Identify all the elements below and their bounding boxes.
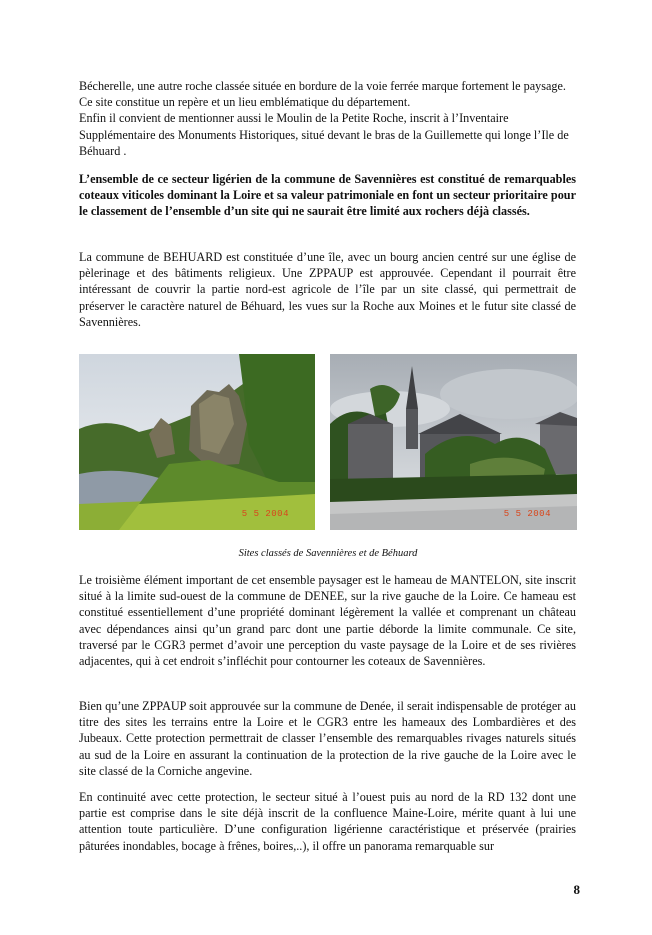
- paragraph-savennieres-bold: L’ensemble de ce secteur ligérien de la commune de Savennières est constitué de remarquables coteaux viticoles dominant la Loire et sa valeur patrimoniale en font un secteur prioritaire pour le classement de l’ensemble d’un site qui ne saurait être limité aux rochers déjà classés.: [79, 172, 576, 219]
- photo-row: [79, 354, 577, 530]
- paragraph-rd132: En continuité avec cette protection, le secteur situé à l’ouest puis au nord de la RD 132 dont une partie est comprise dans le site déjà inscrit de la confluence Maine-Loire, mérite quant à lui une attention toute particulière. D’une configuration ligérienne caractéristique et préservée (prairies pâturées inondables, bocage à frênes, boires,..), il offre un panorama remarquable sur: [79, 790, 576, 853]
- page-number: 8: [573, 882, 580, 897]
- photo-savennieres: [79, 354, 315, 530]
- rock-landscape-image: [79, 354, 315, 530]
- intro-block: [79, 78, 576, 159]
- denee-block: [79, 698, 576, 779]
- paragraph-mantelon: Le troisième élément important de cet ensemble paysager est le hameau de MANTELON, site inscrit situé à la limite sud-ouest de la commune de DENEE, sur la rive gauche de la Loire. Ce hameau est constitué essentiellement d’une propriété dominant légèrement la vallée et comprenant un château avec dépendances ainsi qu’un grand parc dont une partie déborde la limite communale. Ce site, traversé par le CGR3 permet d’avoir une perception du vaste paysage de la Loire et de ses rivières adjacentes, qui à cet endroit s’infléchit pour contourner les coteaux de Savennières.: [79, 573, 576, 669]
- mantelon-block: [79, 572, 576, 669]
- church-landscape-image: [330, 354, 577, 530]
- photo-caption: Sites classés de Savennières et de Béhuard: [238, 548, 418, 559]
- rd132-block: [79, 789, 576, 854]
- paragraph-denee: Bien qu’une ZPPAUP soit approuvée sur la commune de Denée, il serait indispensable de protéger au titre des sites les terrains entre la Loire et le CGR3 entre les hameaux des Lombardières et des Jubeaux. Cette protection permettrait de classer l’ensemble des remarquables rivages naturels situés au sud de la Loire en assurant la continuation de la protection de la rive gauche de la Loire avec le site classé de la Corniche angevine.: [79, 699, 576, 778]
- photo-date-stamp: 5 5 2004: [503, 509, 551, 519]
- behuard-block: [79, 249, 576, 330]
- photo-behuard: [330, 354, 577, 530]
- paragraph-behuard: La commune de BEHUARD est constituée d’une île, avec un bourg ancien centré sur une église de pèlerinage et des bâtiments religieux. Une ZPPAUP est approuvée. Cependant il pourrait être intéressant de couvrir la partie nord-est agricole de l’île par un site classé, qui permettrait de préserver le caractère naturel de Béhuard, les vues sur la Roche aux Moines et le futur site classé de Savennières.: [79, 250, 576, 329]
- bold-block: [79, 171, 576, 220]
- paragraph-moulin: Enfin il convient de mentionner aussi le Moulin de la Petite Roche, inscrit à l’Inventaire Supplémentaire des Monuments Historiques, situé devant le bras de la Guillemette qui longe l’Ile de Béhuard .: [79, 111, 569, 158]
- paragraph-becherelle: Bécherelle, une autre roche classée située en bordure de la voie ferrée marque fortement le paysage. Ce site constitue un repère et un lieu emblématique du département.: [79, 79, 566, 110]
- photo-date-stamp: 5 5 2004: [241, 509, 289, 519]
